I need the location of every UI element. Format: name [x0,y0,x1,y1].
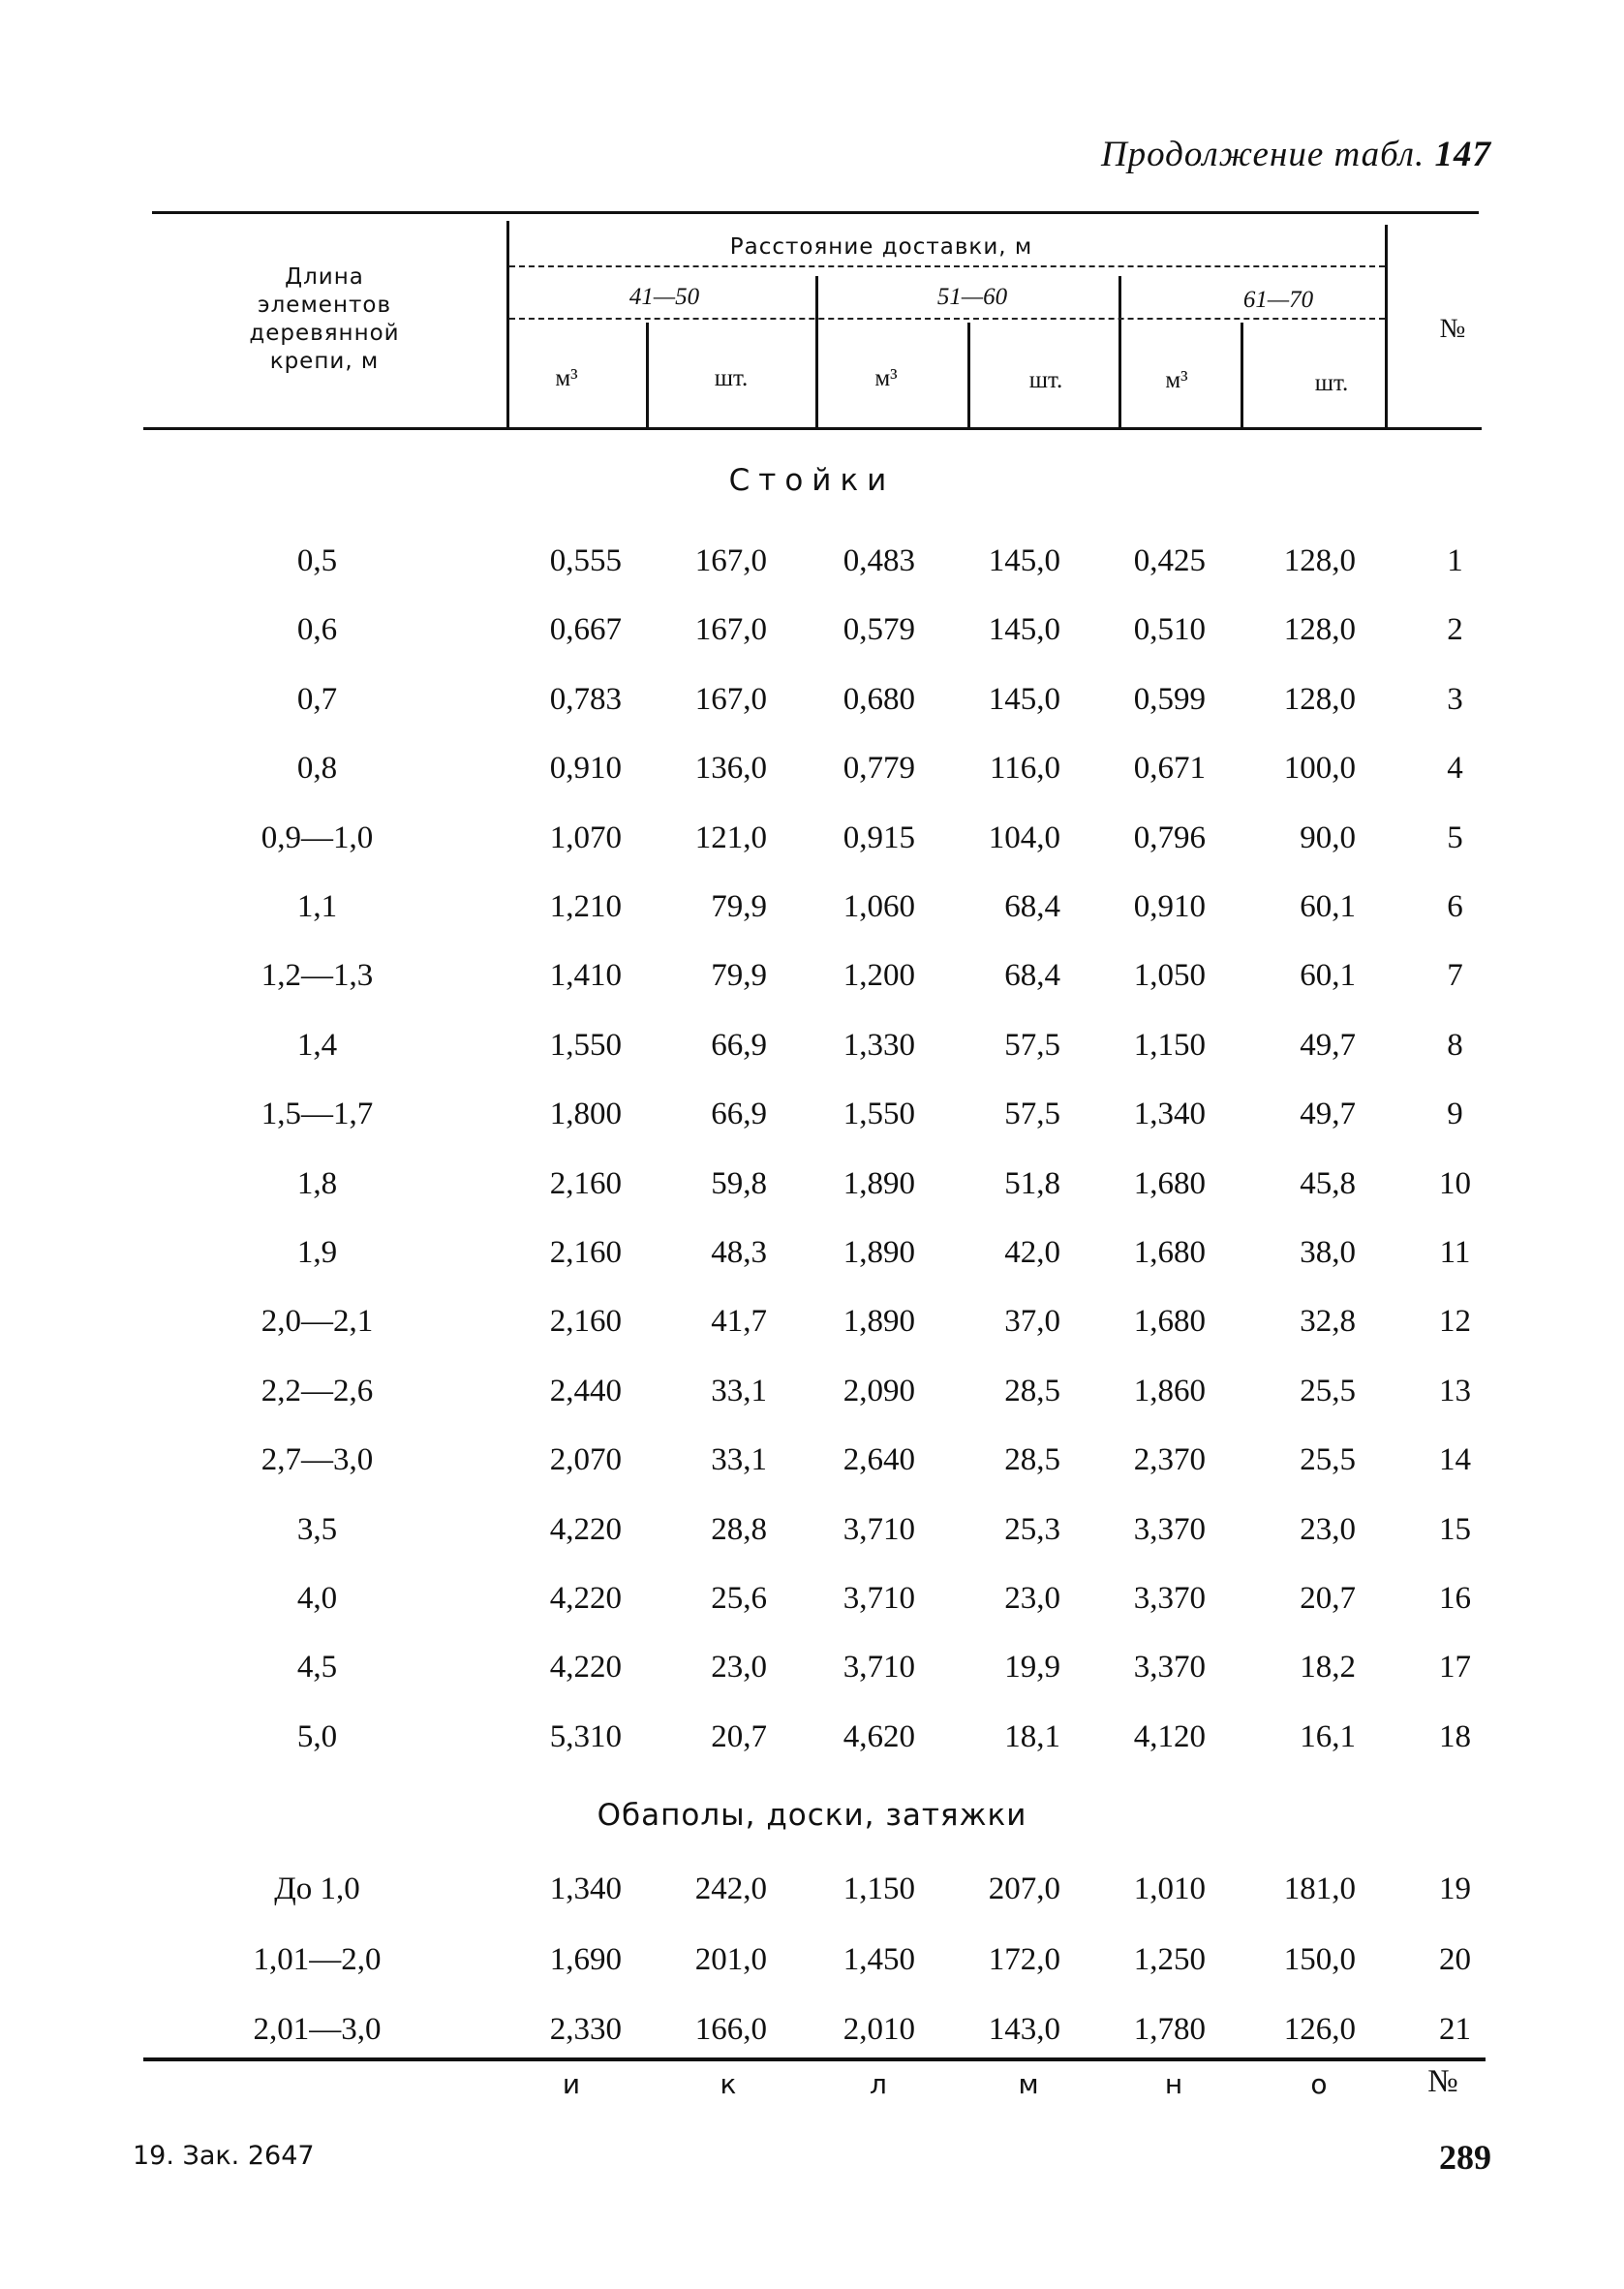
volume-cell: 1,690 [549,1942,622,1977]
volume-cell: 1,860 [1133,1374,1206,1408]
count-cell: 33,1 [711,1374,767,1408]
volume-cell: 0,483 [843,543,915,578]
header-divider-unit-1 [646,323,649,427]
count-cell: 19,9 [1004,1650,1060,1685]
unit-header: м³ [555,365,578,391]
volume-cell: 1,780 [1133,2012,1206,2047]
volume-cell: 1,050 [1133,958,1206,993]
row-number-cell: 5 [1447,820,1463,855]
count-cell: 28,5 [1004,1374,1060,1408]
volume-cell: 2,160 [549,1166,622,1201]
caption-number: 147 [1434,135,1491,174]
volume-cell: 1,800 [549,1097,622,1131]
unit-header: м³ [874,365,898,391]
row-number-cell: 9 [1447,1097,1463,1131]
volume-cell: 1,340 [549,1871,622,1906]
row-number-cell: 2 [1447,612,1463,647]
count-cell: 181,0 [1283,1871,1356,1906]
volume-cell: 0,671 [1133,751,1206,786]
row-number-cell: 18 [1439,1719,1471,1754]
count-cell: 90,0 [1300,820,1356,855]
table-row [0,941,1624,1010]
distance-header: Расстояние доставки, м [729,234,1033,260]
count-cell: 166,0 [694,2012,767,2047]
count-cell: 28,5 [1004,1442,1060,1477]
volume-cell: 1,150 [843,1871,915,1906]
table-caption [1101,134,1491,175]
footer-label: м [1018,2068,1039,2100]
volume-cell: 1,550 [549,1028,622,1063]
length-cell: 1,2—1,3 [260,958,374,993]
count-cell: 66,9 [711,1097,767,1131]
count-cell: 207,0 [988,1871,1060,1906]
count-cell: 201,0 [694,1942,767,1977]
header-range-rule [509,318,1385,320]
count-cell: 121,0 [694,820,767,855]
volume-cell: 1,060 [843,889,915,924]
number-header: № [1439,314,1466,344]
length-cell: 3,5 [296,1512,338,1547]
table-row [0,803,1624,873]
count-cell: 33,1 [711,1442,767,1477]
volume-cell: 1,550 [843,1097,915,1131]
length-cell: 4,0 [296,1581,338,1616]
count-cell: 60,1 [1300,958,1356,993]
length-cell: 1,1 [296,889,338,924]
table-row [0,872,1624,942]
volume-cell: 5,310 [549,1719,622,1754]
count-cell: 42,0 [1004,1235,1060,1270]
count-cell: 68,4 [1004,958,1060,993]
count-cell: 167,0 [694,543,767,578]
footer-column-labels [0,2064,1624,2107]
row-number-cell: 21 [1439,2012,1471,2047]
footer-label: о [1310,2068,1328,2100]
volume-cell: 1,680 [1133,1304,1206,1339]
length-cell: 1,9 [296,1235,338,1270]
table-row [0,1010,1624,1080]
row-number-cell: 14 [1439,1442,1471,1477]
table-row [0,1218,1624,1287]
volume-cell: 0,599 [1133,682,1206,717]
table-row [0,1563,1624,1633]
count-cell: 16,1 [1300,1719,1356,1754]
volume-cell: 3,710 [843,1581,915,1616]
table-row [0,1149,1624,1219]
table-row [0,1495,1624,1564]
volume-cell: 2,440 [549,1374,622,1408]
volume-cell: 3,370 [1133,1512,1206,1547]
count-cell: 145,0 [988,543,1060,578]
table-top-rule [152,211,1479,214]
length-cell: 5,0 [296,1719,338,1754]
length-cell: 2,0—2,1 [260,1304,374,1339]
caption-prefix: Продолжение табл. [1100,135,1425,174]
length-cell: 0,6 [296,612,338,647]
unit-header: м³ [1165,367,1188,393]
range-header-61-70: 61—70 [1242,287,1314,313]
volume-cell: 2,370 [1133,1442,1206,1477]
volume-cell: 1,010 [1133,1871,1206,1906]
count-cell: 100,0 [1283,751,1356,786]
length-cell: 1,8 [296,1166,338,1201]
volume-cell: 3,710 [843,1650,915,1685]
order-note: 19. Зак. 2647 [133,2141,315,2171]
table-row [0,1854,1624,1924]
volume-cell: 0,667 [549,612,622,647]
length-cell: 2,01—3,0 [253,2012,382,2047]
header-divider-unit-3 [1241,323,1243,427]
count-cell: 66,9 [711,1028,767,1063]
length-header-line: элементов [257,293,392,318]
table-row [0,1702,1624,1772]
count-cell: 25,5 [1300,1374,1356,1408]
unit-header: шт. [714,365,749,391]
volume-cell: 0,783 [549,682,622,717]
volume-cell: 1,450 [843,1942,915,1977]
table-row [0,1995,1624,2064]
volume-cell: 2,010 [843,2012,915,2047]
volume-cell: 0,910 [549,751,622,786]
row-number-cell: 12 [1439,1304,1471,1339]
count-cell: 57,5 [1004,1028,1060,1063]
length-cell: 0,7 [296,682,338,717]
volume-cell: 4,220 [549,1512,622,1547]
row-number-cell: 19 [1439,1871,1471,1906]
row-number-cell: 1 [1447,543,1463,578]
volume-cell: 1,200 [843,958,915,993]
range-header-41-50: 41—50 [628,284,700,310]
count-cell: 45,8 [1300,1166,1356,1201]
header-divider-length [506,221,509,427]
count-cell: 143,0 [988,2012,1060,2047]
count-cell: 49,7 [1300,1097,1356,1131]
volume-cell: 4,220 [549,1650,622,1685]
header-divider-range-2 [1118,276,1121,427]
table-row [0,665,1624,734]
volume-cell: 4,120 [1133,1719,1206,1754]
length-header-line: Длина [285,264,364,290]
header-divider-range-1 [815,276,818,427]
volume-cell: 4,220 [549,1581,622,1616]
count-cell: 48,3 [711,1235,767,1270]
volume-cell: 3,710 [843,1512,915,1547]
length-column-header [179,263,470,376]
length-header-line: крепи, м [269,349,380,374]
count-cell: 116,0 [989,751,1060,786]
header-divider-unit-2 [967,323,970,427]
footer-label: л [870,2068,887,2100]
header-bottom-rule [143,427,1482,430]
section-title: Обаполы, доски, затяжки [597,1798,1027,1833]
row-number-cell: 16 [1439,1581,1471,1616]
count-cell: 28,8 [711,1512,767,1547]
count-cell: 32,8 [1300,1304,1356,1339]
count-cell: 20,7 [711,1719,767,1754]
row-number-cell: 17 [1439,1650,1471,1685]
count-cell: 23,0 [711,1650,767,1685]
volume-cell: 1,250 [1133,1942,1206,1977]
count-cell: 37,0 [1004,1304,1060,1339]
length-cell: До 1,0 [274,1871,360,1906]
count-cell: 18,1 [1004,1719,1060,1754]
length-cell: 1,5—1,7 [260,1097,374,1131]
range-header-51-60: 51—60 [936,284,1008,310]
unit-header: шт. [1314,370,1349,396]
volume-cell: 0,796 [1133,820,1206,855]
count-cell: 167,0 [694,612,767,647]
row-number-cell: 4 [1447,751,1463,786]
section-title: Стойки [728,463,896,498]
count-cell: 20,7 [1300,1581,1356,1616]
footer-label: н [1164,2068,1183,2100]
table-row [0,1286,1624,1356]
count-cell: 128,0 [1283,543,1356,578]
length-cell: 1,4 [296,1028,338,1063]
volume-cell: 3,370 [1133,1650,1206,1685]
count-cell: 172,0 [988,1942,1060,1977]
volume-cell: 1,890 [843,1235,915,1270]
count-cell: 25,5 [1300,1442,1356,1477]
unit-header: шт. [1028,367,1063,393]
volume-cell: 1,150 [1133,1028,1206,1063]
count-cell: 57,5 [1004,1097,1060,1131]
count-cell: 79,9 [711,889,767,924]
footer-label: к [720,2068,737,2100]
table-row [0,1079,1624,1149]
length-header-line: деревянной [249,321,400,346]
volume-cell: 2,070 [549,1442,622,1477]
volume-cell: 0,910 [1133,889,1206,924]
volume-cell: 1,330 [843,1028,915,1063]
count-cell: 49,7 [1300,1028,1356,1063]
volume-cell: 2,090 [843,1374,915,1408]
count-cell: 25,3 [1004,1512,1060,1547]
volume-cell: 1,680 [1133,1235,1206,1270]
length-cell: 4,5 [296,1650,338,1685]
volume-cell: 1,070 [549,820,622,855]
count-cell: 51,8 [1004,1166,1060,1201]
table-row [0,595,1624,665]
volume-cell: 1,680 [1133,1166,1206,1201]
table-row [0,1925,1624,1995]
row-number-cell: 3 [1447,682,1463,717]
volume-cell: 1,340 [1133,1097,1206,1131]
table-row [0,733,1624,803]
table-row [0,1356,1624,1426]
volume-cell: 1,210 [549,889,622,924]
length-cell: 0,8 [296,751,338,786]
volume-cell: 2,330 [549,2012,622,2047]
row-number-cell: 11 [1439,1235,1471,1270]
count-cell: 79,9 [711,958,767,993]
volume-cell: 2,160 [549,1235,622,1270]
table-row [0,1632,1624,1702]
row-number-cell: 8 [1447,1028,1463,1063]
count-cell: 60,1 [1300,889,1356,924]
volume-cell: 0,510 [1133,612,1206,647]
row-number-cell: 20 [1439,1942,1471,1977]
row-number-cell: 10 [1439,1166,1471,1201]
footer-label: и [562,2068,581,2100]
footer-label: № [1427,2064,1458,2099]
volume-cell: 2,640 [843,1442,915,1477]
header-divider-number [1385,225,1388,427]
count-cell: 25,6 [711,1581,767,1616]
table-row [0,526,1624,596]
row-number-cell: 13 [1439,1374,1471,1408]
volume-cell: 0,579 [843,612,915,647]
length-cell: 0,5 [296,543,338,578]
count-cell: 23,0 [1300,1512,1356,1547]
volume-cell: 0,425 [1133,543,1206,578]
count-cell: 145,0 [988,682,1060,717]
count-cell: 68,4 [1004,889,1060,924]
volume-cell: 0,680 [843,682,915,717]
count-cell: 150,0 [1283,1942,1356,1977]
volume-cell: 3,370 [1133,1581,1206,1616]
volume-cell: 1,890 [843,1166,915,1201]
count-cell: 126,0 [1283,2012,1356,2047]
count-cell: 167,0 [694,682,767,717]
count-cell: 59,8 [711,1166,767,1201]
volume-cell: 1,410 [549,958,622,993]
table-row [0,1425,1624,1495]
row-number-cell: 15 [1439,1512,1471,1547]
row-number-cell: 6 [1447,889,1463,924]
page-number: 289 [1439,2138,1491,2177]
row-number-cell: 7 [1447,958,1463,993]
count-cell: 145,0 [988,612,1060,647]
count-cell: 104,0 [988,820,1060,855]
volume-cell: 1,890 [843,1304,915,1339]
count-cell: 136,0 [694,751,767,786]
length-cell: 2,2—2,6 [260,1374,374,1408]
count-cell: 38,0 [1300,1235,1356,1270]
count-cell: 41,7 [711,1304,767,1339]
count-cell: 18,2 [1300,1650,1356,1685]
length-cell: 2,7—3,0 [260,1442,374,1477]
volume-cell: 0,779 [843,751,915,786]
length-cell: 1,01—2,0 [253,1942,382,1977]
volume-cell: 0,915 [843,820,915,855]
count-cell: 242,0 [694,1871,767,1906]
count-cell: 128,0 [1283,682,1356,717]
header-distance-rule [509,265,1385,267]
length-cell: 0,9—1,0 [260,820,374,855]
volume-cell: 4,620 [843,1719,915,1754]
volume-cell: 2,160 [549,1304,622,1339]
volume-cell: 0,555 [549,543,622,578]
count-cell: 23,0 [1004,1581,1060,1616]
count-cell: 128,0 [1283,612,1356,647]
